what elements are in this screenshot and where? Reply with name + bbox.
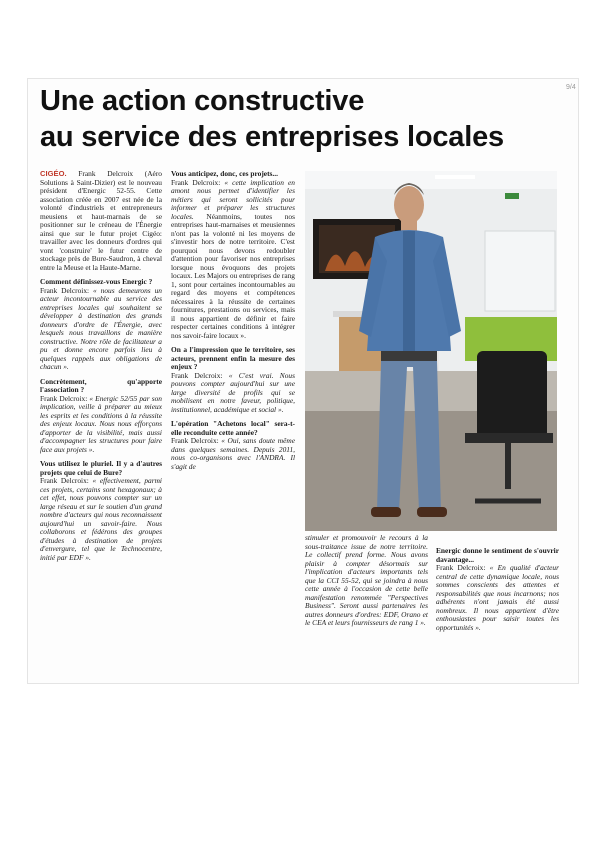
- answer-1: Frank Delcroix: « nous demeurons un acteur incontournable au service des entreprises locales qui souhaitent se développer à destination des grands donneurs d'ordre de l'Énergie, avec lesquels nous travaillons de manière constructive. Notre rôle de facilitateur a pu et donne encore parfois lieu à quelques rappels aux obligations de chacun ».: [40, 285, 162, 371]
- column-1: [40, 170, 162, 562]
- column-4: [436, 547, 559, 632]
- question-6: L'opération "Achetons local" sera-t-elle reconduite cette année?: [171, 419, 295, 437]
- question-7: Energic donne le sentiment de s'ouvrir davantage...: [436, 546, 559, 564]
- answer-6: Frank Delcroix: « Oui, sans doute même dans quelques semaines. Depuis 2011, nous co-organisons avec l'ANDRA. Il s'agit de: [171, 436, 295, 471]
- question-1: Comment définissez-vous Energic ?: [40, 277, 153, 286]
- answer-6-continued: [305, 534, 428, 628]
- kicker: CIGÉO.: [40, 169, 67, 178]
- portrait-photo: [305, 171, 557, 531]
- answer-4: Frank Delcroix: « cette implication en amont nous permet d'identifier les métiers qui seront sollicités pour informer et préparer les structures locales. Néanmoins, toutes nos entreprises haut-marnaises et meusiennes n'ont pas la volonté ni les moyens de s'investir hors de notre territoire. C'est pourquoi nous devons redoubler d'attention pour favoriser nos entreprises lorsque nous évoquons des projets locaux. Les Majors ou entreprises de rang 1, sont pour certaines incontournables au regard des moyens et compétences nécessaires à la réussite de certaines fournitures, prestations ou services, mais il nous appartient de définir et faire respecter certaines conditions à intégrer nos savoir-faire locaux ».: [171, 177, 295, 340]
- question-5: On a l'impression que le territoire, ses acteurs, prennent enfin la mesure des enjeux ?: [171, 345, 295, 371]
- answer-2: Frank Delcroix: « Energic 52/55 par son implication, veille à préparer au mieux les esprits et les conditions à la réussite des enjeux locaux. Nous nous efforçons d'apporter de la visibilité, mais aussi d'accompagner les structures pour faire face aux projets ».: [40, 393, 162, 454]
- page-number: 9/4: [566, 84, 576, 91]
- portrait-illustration: [305, 171, 557, 531]
- intro-paragraph: CIGÉO. Frank Delcroix (Aéro Solutions à Saint-Dizier) est le nouveau président d'Energic 52-55. Cette association créée en 2007 est née de la volonté d'industriels et entrepreneurs meusiens et haut-marnais de se positionner sur le créneau de l'Énergie ainsi que sur le futur projet Cigéo: travailler avec les donneurs d'ordres qui vont 'construire' le futur centre de stockage près de Bure-Saudron, à cheval entre la Meuse et la Haute-Marne.: [40, 169, 162, 272]
- column-2: [171, 170, 295, 471]
- headline-line-2: au service des entreprises locales: [40, 121, 504, 153]
- answer-5: Frank Delcroix: « C'est vrai. Nous pouvons compter aujourd'hui sur une large diversité de profils qui se mobilisent en notre faveur, politique, institutionnel, académique et social ».: [171, 370, 295, 414]
- question-2: Concrètement, qu'apporte l'association ?: [40, 376, 162, 394]
- answer-7: Frank Delcroix: « En qualité d'acteur central de cette dynamique locale, nous sommes conscients des attentes et responsabilités que nous incarnons; nos adhérents n'ont jamais été aussi nombreux. Il nous appartient d'être enthousiastes pour saisir toutes les opportunités ».: [436, 563, 559, 632]
- column-3: [305, 534, 428, 628]
- answer-3: Frank Delcroix: « effectivement, parmi ces projets, certains sont hexagonaux; à cet effet, nous pouvons compter sur un large réseau et sur le soutien d'un grand nombre d'acteurs qui nous reconnaissent aujourd'hui un savoir-faire. Nous collaborons et fédérons des groupes d'études à destination de projets d'envergure, tel que le Technocentre, initié par EDF ».: [40, 476, 162, 562]
- answer-6-continuation-text: stimuler et promouvoir le recours à la sous-traitance issue de notre territoire. Le collectif prend forme. Nous avons plaisir à compter désormais sur l'implication d'acteurs importants tels que la CCI 55-52, qui se joindra à nous cette année à l'occasion de cette belle manifestation renommée "Perspectives Business". Seront aussi partenaires les autres donneurs d'ordres: EDF, Orano et le CEA et leurs fournisseurs de rang 1 ».: [305, 533, 428, 627]
- question-3: Vous utilisez le pluriel. Il y a d'autres projets que celui de Bure?: [40, 459, 162, 477]
- question-4: Vous anticipez, donc, ces projets...: [171, 169, 278, 178]
- headline: [40, 83, 570, 155]
- headline-line-1: Une action constructive: [40, 85, 365, 117]
